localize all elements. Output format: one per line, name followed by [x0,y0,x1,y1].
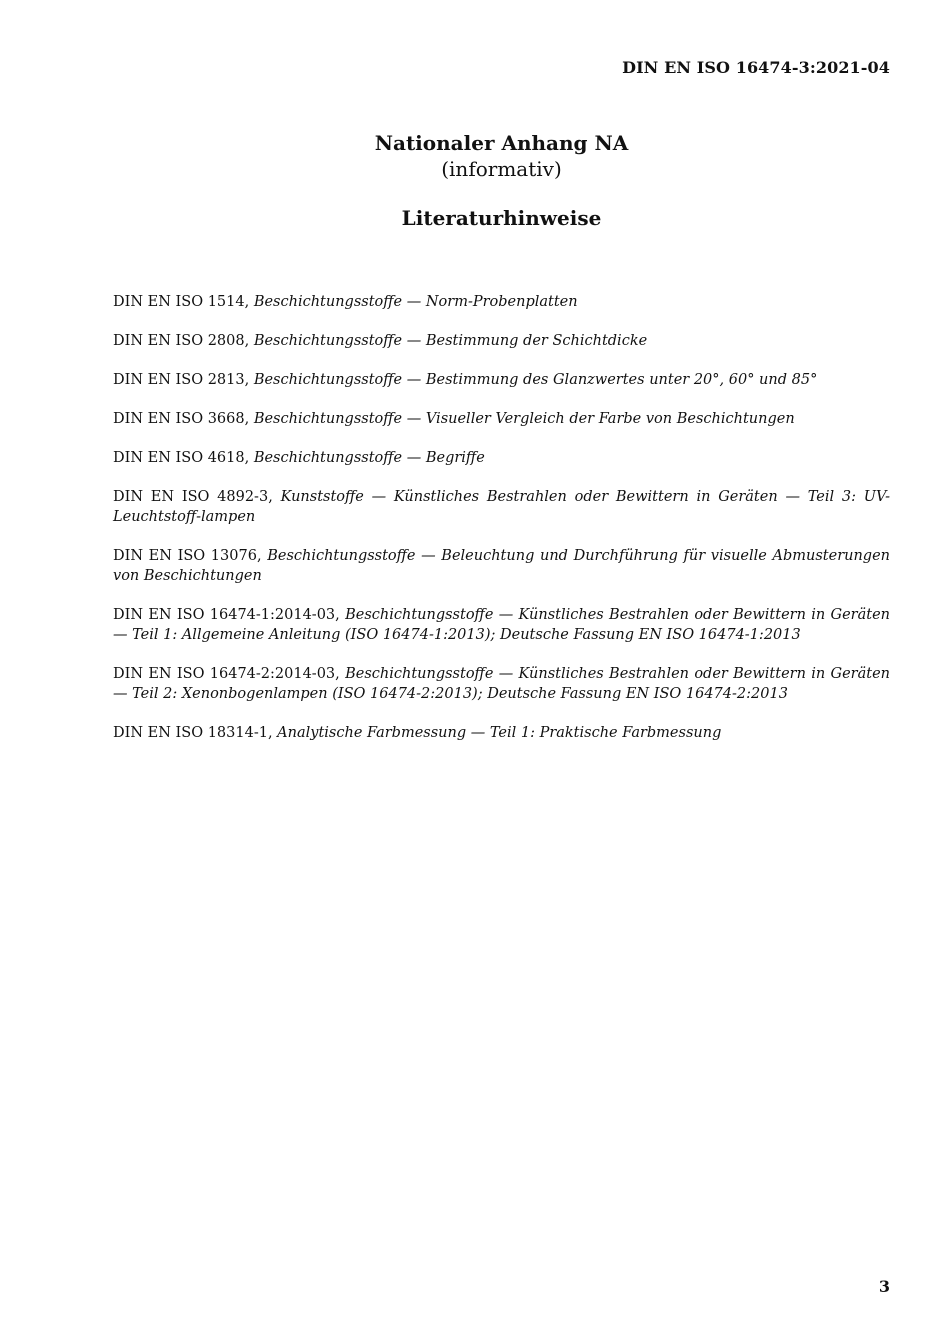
reference-title: Beschichtungsstoffe — Bestimmung des Glanzwertes unter 20°, 60° und 85° [253,372,818,388]
reference-item: DIN EN ISO 1514, Beschichtungsstoffe — Norm-Probenplatten [113,294,578,310]
reference-number: DIN EN ISO 4618 [113,450,245,466]
reference-number: DIN EN ISO 1514 [113,294,245,310]
reference-number: DIN EN ISO 13076 [113,548,257,564]
page-number: 3 [878,1277,890,1296]
reference-item: DIN EN ISO 13076, Beschichtungsstoffe — Beleuchtung und Durchführung für visuelle Abmusterungen von Beschichtungen [113,548,891,584]
reference-title: Beschichtungsstoffe — Bestimmung der Schichtdicke [253,333,648,349]
reference-number: DIN EN ISO 4892-3 [113,489,269,505]
reference-list [113,292,890,762]
reference-number: DIN EN ISO 2808 [113,333,245,349]
reference-number: DIN EN ISO 16474-2:2014-03 [113,666,336,682]
reference-title: Beschichtungsstoffe — Künstliches Bestrahlen oder Bewittern in Geräten — Teil 2: Xenonbogenlampen (ISO 16474-2:2013); Deutsche Fassung EN ISO 16474-2:2013 [113,666,891,702]
reference-item: DIN EN ISO 18314-1, Analytische Farbmessung — Teil 1: Praktische Farbmessung [113,725,722,741]
reference-number: DIN EN ISO 16474-1:2014-03 [113,607,336,623]
reference-title: Beschichtungsstoffe — Künstliches Bestrahlen oder Bewittern in Geräten — Teil 1: Allgemeine Anleitung (ISO 16474-1:2013); Deutsche Fassung EN ISO 16474-1:2013 [113,607,891,643]
reference-title: Kunststoffe — Künstliches Bestrahlen oder Bewittern in Geräten — Teil 3: UV-Leuchtstoff-lampen [113,489,891,525]
reference-title: Beschichtungsstoffe — Visueller Vergleich der Farbe von Beschichtungen [253,411,795,427]
reference-number: DIN EN ISO 2813 [113,372,245,388]
reference-item: DIN EN ISO 2808, Beschichtungsstoffe — Bestimmung der Schichtdicke [113,333,648,349]
reference-item: DIN EN ISO 2813, Beschichtungsstoffe — Bestimmung des Glanzwertes unter 20°, 60° und 85° [113,372,818,388]
reference-title: Beschichtungsstoffe — Begriffe [253,450,485,466]
reference-title: Beschichtungsstoffe — Norm-Probenplatten [253,294,578,310]
reference-number: DIN EN ISO 18314-1 [113,725,268,741]
document-id: DIN EN ISO 16474-3:2021-04 [622,58,890,77]
annex-title: Nationaler Anhang NA [374,131,629,155]
reference-title: Analytische Farbmessung — Teil 1: Praktische Farbmessung [277,725,722,741]
reference-item: DIN EN ISO 3668, Beschichtungsstoffe — Visueller Vergleich der Farbe von Beschichtungen [113,411,795,427]
reference-item: DIN EN ISO 4892-3, Kunststoffe — Künstliches Bestrahlen oder Bewittern in Geräten — Teil 3: UV-Leuchtstoff-lampen [113,489,891,525]
reference-item: DIN EN ISO 16474-1:2014-03, Beschichtungsstoffe — Künstliches Bestrahlen oder Bewittern in Geräten — Teil 1: Allgemeine Anleitung (ISO 16474-1:2013); Deutsche Fassung EN ISO 16474-1:2013 [113,607,891,643]
section-title: Literaturhinweise [401,206,602,230]
reference-title: Beschichtungsstoffe — Beleuchtung und Durchführung für visuelle Abmusterungen von Beschichtungen [113,548,891,584]
reference-item: DIN EN ISO 4618, Beschichtungsstoffe — Begriffe [113,450,485,466]
annex-subtitle: (informativ) [441,157,562,181]
reference-number: DIN EN ISO 3668 [113,411,245,427]
reference-item: DIN EN ISO 16474-2:2014-03, Beschichtungsstoffe — Künstliches Bestrahlen oder Bewittern in Geräten — Teil 2: Xenonbogenlampen (ISO 16474-2:2013); Deutsche Fassung EN ISO 16474-2:2013 [113,666,891,702]
